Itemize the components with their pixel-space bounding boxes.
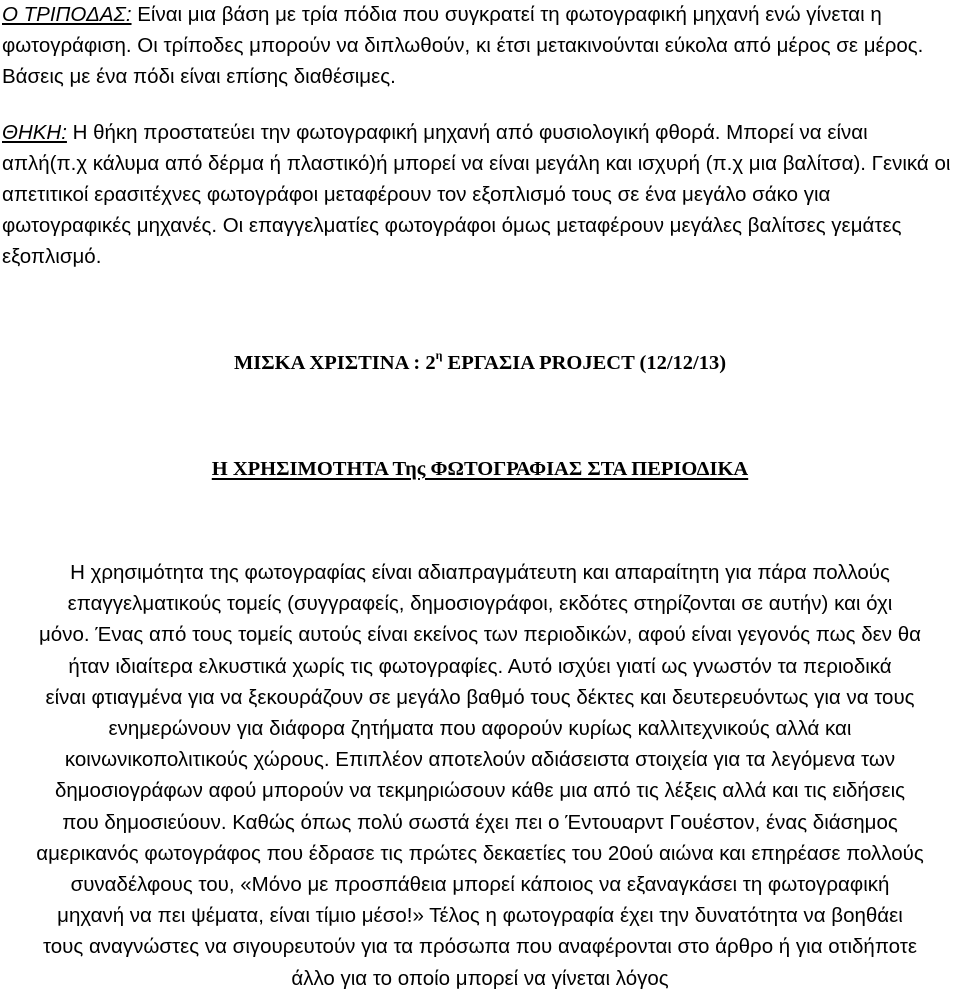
- body-line: άλλο για το οποίο μπορεί να γίνεται λόγος: [291, 966, 669, 990]
- body-line: μόνο. Ένας από τους τομείς αυτούς είναι εκείνος των περιοδικών, αφού είναι γεγονός πως δεν θα: [38, 623, 921, 647]
- subtitle-text: Η ΧΡΗΣΙΜΟΤΗΤΑ Της ΦΩΤΟΓΡΑΦΙΑΣ ΣΤΑ ΠΕΡΙΟΔΙΚΑ: [211, 458, 749, 480]
- body-line: ήταν ιδιαίτερα ελκυστικά χωρίς τις φωτογραφίες. Αυτό ισχύει γιατί ως γνωστόν τα περιοδικά: [68, 654, 892, 678]
- tripod-paragraph: [2, 0, 957, 92]
- body-line: επαγγελματικούς τομείς (συγγραφείς, δημοσιογράφοι, εκδότες στηρίζονται σε αυτήν) και όχι: [67, 592, 893, 616]
- body-line: συναδέλφους του, «Μόνο με προσπάθεια μπορεί κάποιος να εξαναγκάσει τη φωτογραφική: [70, 873, 890, 897]
- tripod-term: Ο ΤΡΙΠΟΔΑΣ:: [2, 3, 132, 26]
- body-line: ενημερώνουν για διάφορα ζητήματα που αφορούν κυρίως καλλιτεχνικούς αλλά και: [108, 717, 852, 741]
- body-paragraph: [0, 557, 960, 994]
- title-superscript: η: [435, 348, 443, 363]
- document-subtitle: [0, 455, 960, 483]
- case-paragraph: [2, 117, 957, 272]
- document-title: [0, 349, 960, 377]
- body-line: μηχανή να πει ψέματα, είναι τίμιο μέσο!» Τέλος η φωτογραφία έχει την δυνατότητα να βοηθάει: [57, 904, 903, 928]
- title-suffix: ΕΡΓΑΣΙΑ PROJECT (12/12/13): [442, 352, 727, 374]
- body-line: αμερικανός φωτογράφος που έδρασε τις πρώτες δεκαετίες του 20ού αιώνα και επηρέασε πολλούς: [36, 841, 924, 865]
- case-term: ΘΗΚΗ:: [2, 121, 67, 144]
- case-text: Η θήκη προστατεύει την φωτογραφική μηχανή από φυσιολογική φθορά. Μπορεί να είναι απλή(π.χ κάλυμα από δέρμα ή πλαστικό)ή μπορεί να είναι μεγάλη και ισχυρή (π.χ μια βαλίτσα). Γενικά οι απετιτικοί ερασιτέχνες φωτογράφοι μεταφέρουν τον εξοπλισμό τους σε ένα μεγάλο σάκο για φωτογραφικές μηχανές. Οι επαγγελματίες φωτογράφοι όμως μεταφέρουν μεγάλες βαλίτσες γεμάτες εξοπλισμό.: [2, 121, 951, 268]
- title-prefix: ΜΙΣΚΑ ΧΡΙΣΤΙΝΑ : 2: [233, 352, 436, 374]
- body-line: τους αναγνώστες να σιγουρευτούν για τα πρόσωπα που αναφέρονται στο άρθρο ή για οτιδήποτε: [42, 935, 918, 959]
- body-line: Η χρησιμότητα της φωτογραφίας είναι αδιαπραγμάτευτη και απαραίτητη για πάρα πολλούς: [70, 561, 890, 584]
- body-line: κοινωνικοπολιτικούς χώρους. Επιπλέον αποτελούν αδιάσειστα στοιχεία για τα λεγόμενα των: [64, 748, 896, 772]
- body-line: που δημοσιεύουν. Καθώς όπως πολύ σωστά έχει πει ο Έντουαρντ Γουέστον, ένας διάσημος: [62, 810, 898, 834]
- body-line: είναι φτιαγμένα για να ξεκουράζουν σε μεγάλο βαθμό τους δέκτες και δευτερευόντως για να τους: [45, 685, 915, 709]
- body-line: δημοσιογράφων αφού μπορούν να τεκμηριώσουν κάθε μια από τις λέξεις αλλά και τις ειδήσεις: [54, 779, 906, 803]
- tripod-text: Είναι μια βάση με τρία πόδια που συγκρατεί τη φωτογραφική μηχανή ενώ γίνεται η φωτογράφιση. Οι τρίποδες μπορούν να διπλωθούν, κι έτσι μετακινούνται εύκολα από μέρος σε μέρος. Βάσεις με ένα πόδι είναι επίσης διαθέσιμες.: [2, 3, 924, 88]
